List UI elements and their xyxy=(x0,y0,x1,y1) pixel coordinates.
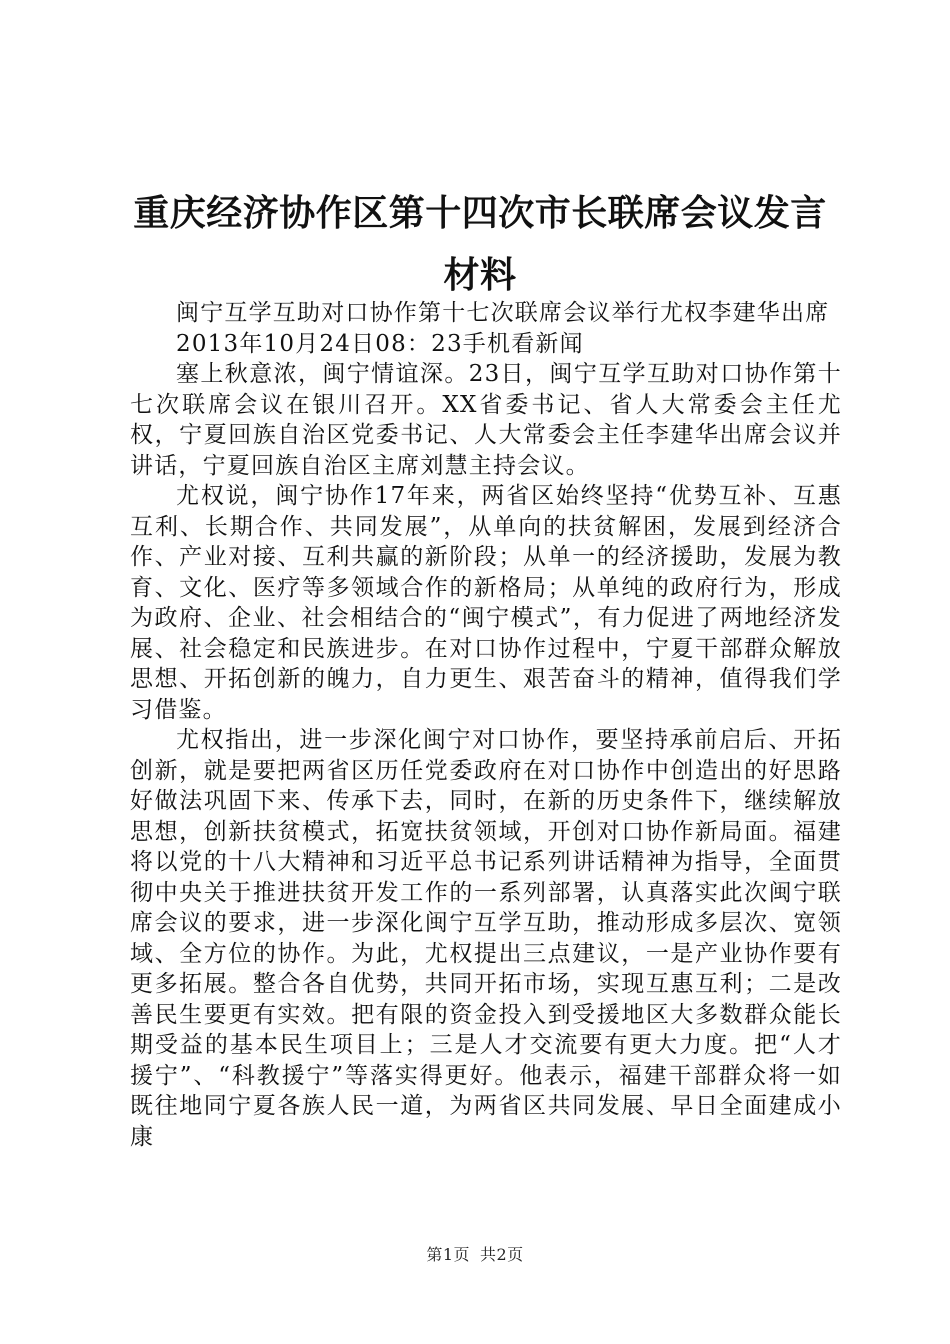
body-paragraph: 尤权说，闽宁协作17年来，两省区始终坚持“优势互补、互惠互利、长期合作、共同发展”，从单向的扶贫解困，发展到经济合作、产业对接、互利共赢的新阶段；从单一的经济援助，发展为教育、文化、医疗等多领域合作的新格局；从单纯的政府行为，形成为政府、企业、社会相结合的“闽宁模式”，有力促进了两地经济发展、社会稳定和民族进步。在对口协作过程中，宁夏干部群众解放思想、开拓创新的魄力，自力更生、艰苦奋斗的精神，值得我们学习借鉴。 xyxy=(130,483,842,723)
page-count: 共2页 xyxy=(480,1245,524,1264)
document-title: 重庆经济协作区第十四次市长联席会议发言材料 xyxy=(133,192,827,296)
body-paragraph: 塞上秋意浓，闽宁情谊深。23日，闽宁互学互助对口协作第十七次联席会议在银川召开。XX省委书记、省人大常委会主任尤权，宁夏回族自治区党委书记、人大常委会主任李建华出席会议并讲话，宁夏回族自治区主席刘慧主持会议。 xyxy=(130,361,842,479)
body-paragraph: 尤权指出，进一步深化闽宁对口协作，要坚持承前启后、开拓创新，就是要把两省区历任党委政府在对口协作中创造出的好思路好做法巩固下来、传承下去，同时，在新的历史条件下，继续解放思想，创新扶贫模式，拓宽扶贫领域，开创对口协作新局面。福建将以党的十八大精神和习近平总书记系列讲话精神为指导，全面贯彻中央关于推进扶贫开发工作的一系列部署，认真落实此次闽宁联席会议的要求，进一步深化闽宁互学互助，推动形成多层次、宽领域、全方位的协作。为此，尤权提出三点建议，一是产业协作要有更多拓展。整合各自优势，共同开拓市场，实现互惠互利；二是改善民生要更有实效。把有限的资金投入到受援地区大多数群众能长期受益的基本民生项目上；三是人才交流要有更大力度。把“人才援宁”、“科教援宁”等落实得更好。他表示，福建干部群众将一如既往地同宁夏各族人民一道，为两省区共同发展、早日全面建成小康 xyxy=(130,727,842,1150)
subheading-paragraph: 闽宁互学互助对口协作第十七次联席会议举行尤权李建华出席 xyxy=(176,300,830,326)
dateline-paragraph: 2013年10月24日08：23手机看新闻 xyxy=(176,330,584,357)
document-body xyxy=(130,298,842,1152)
page-number: 第1页 xyxy=(426,1245,470,1264)
page-footer xyxy=(0,1242,950,1265)
